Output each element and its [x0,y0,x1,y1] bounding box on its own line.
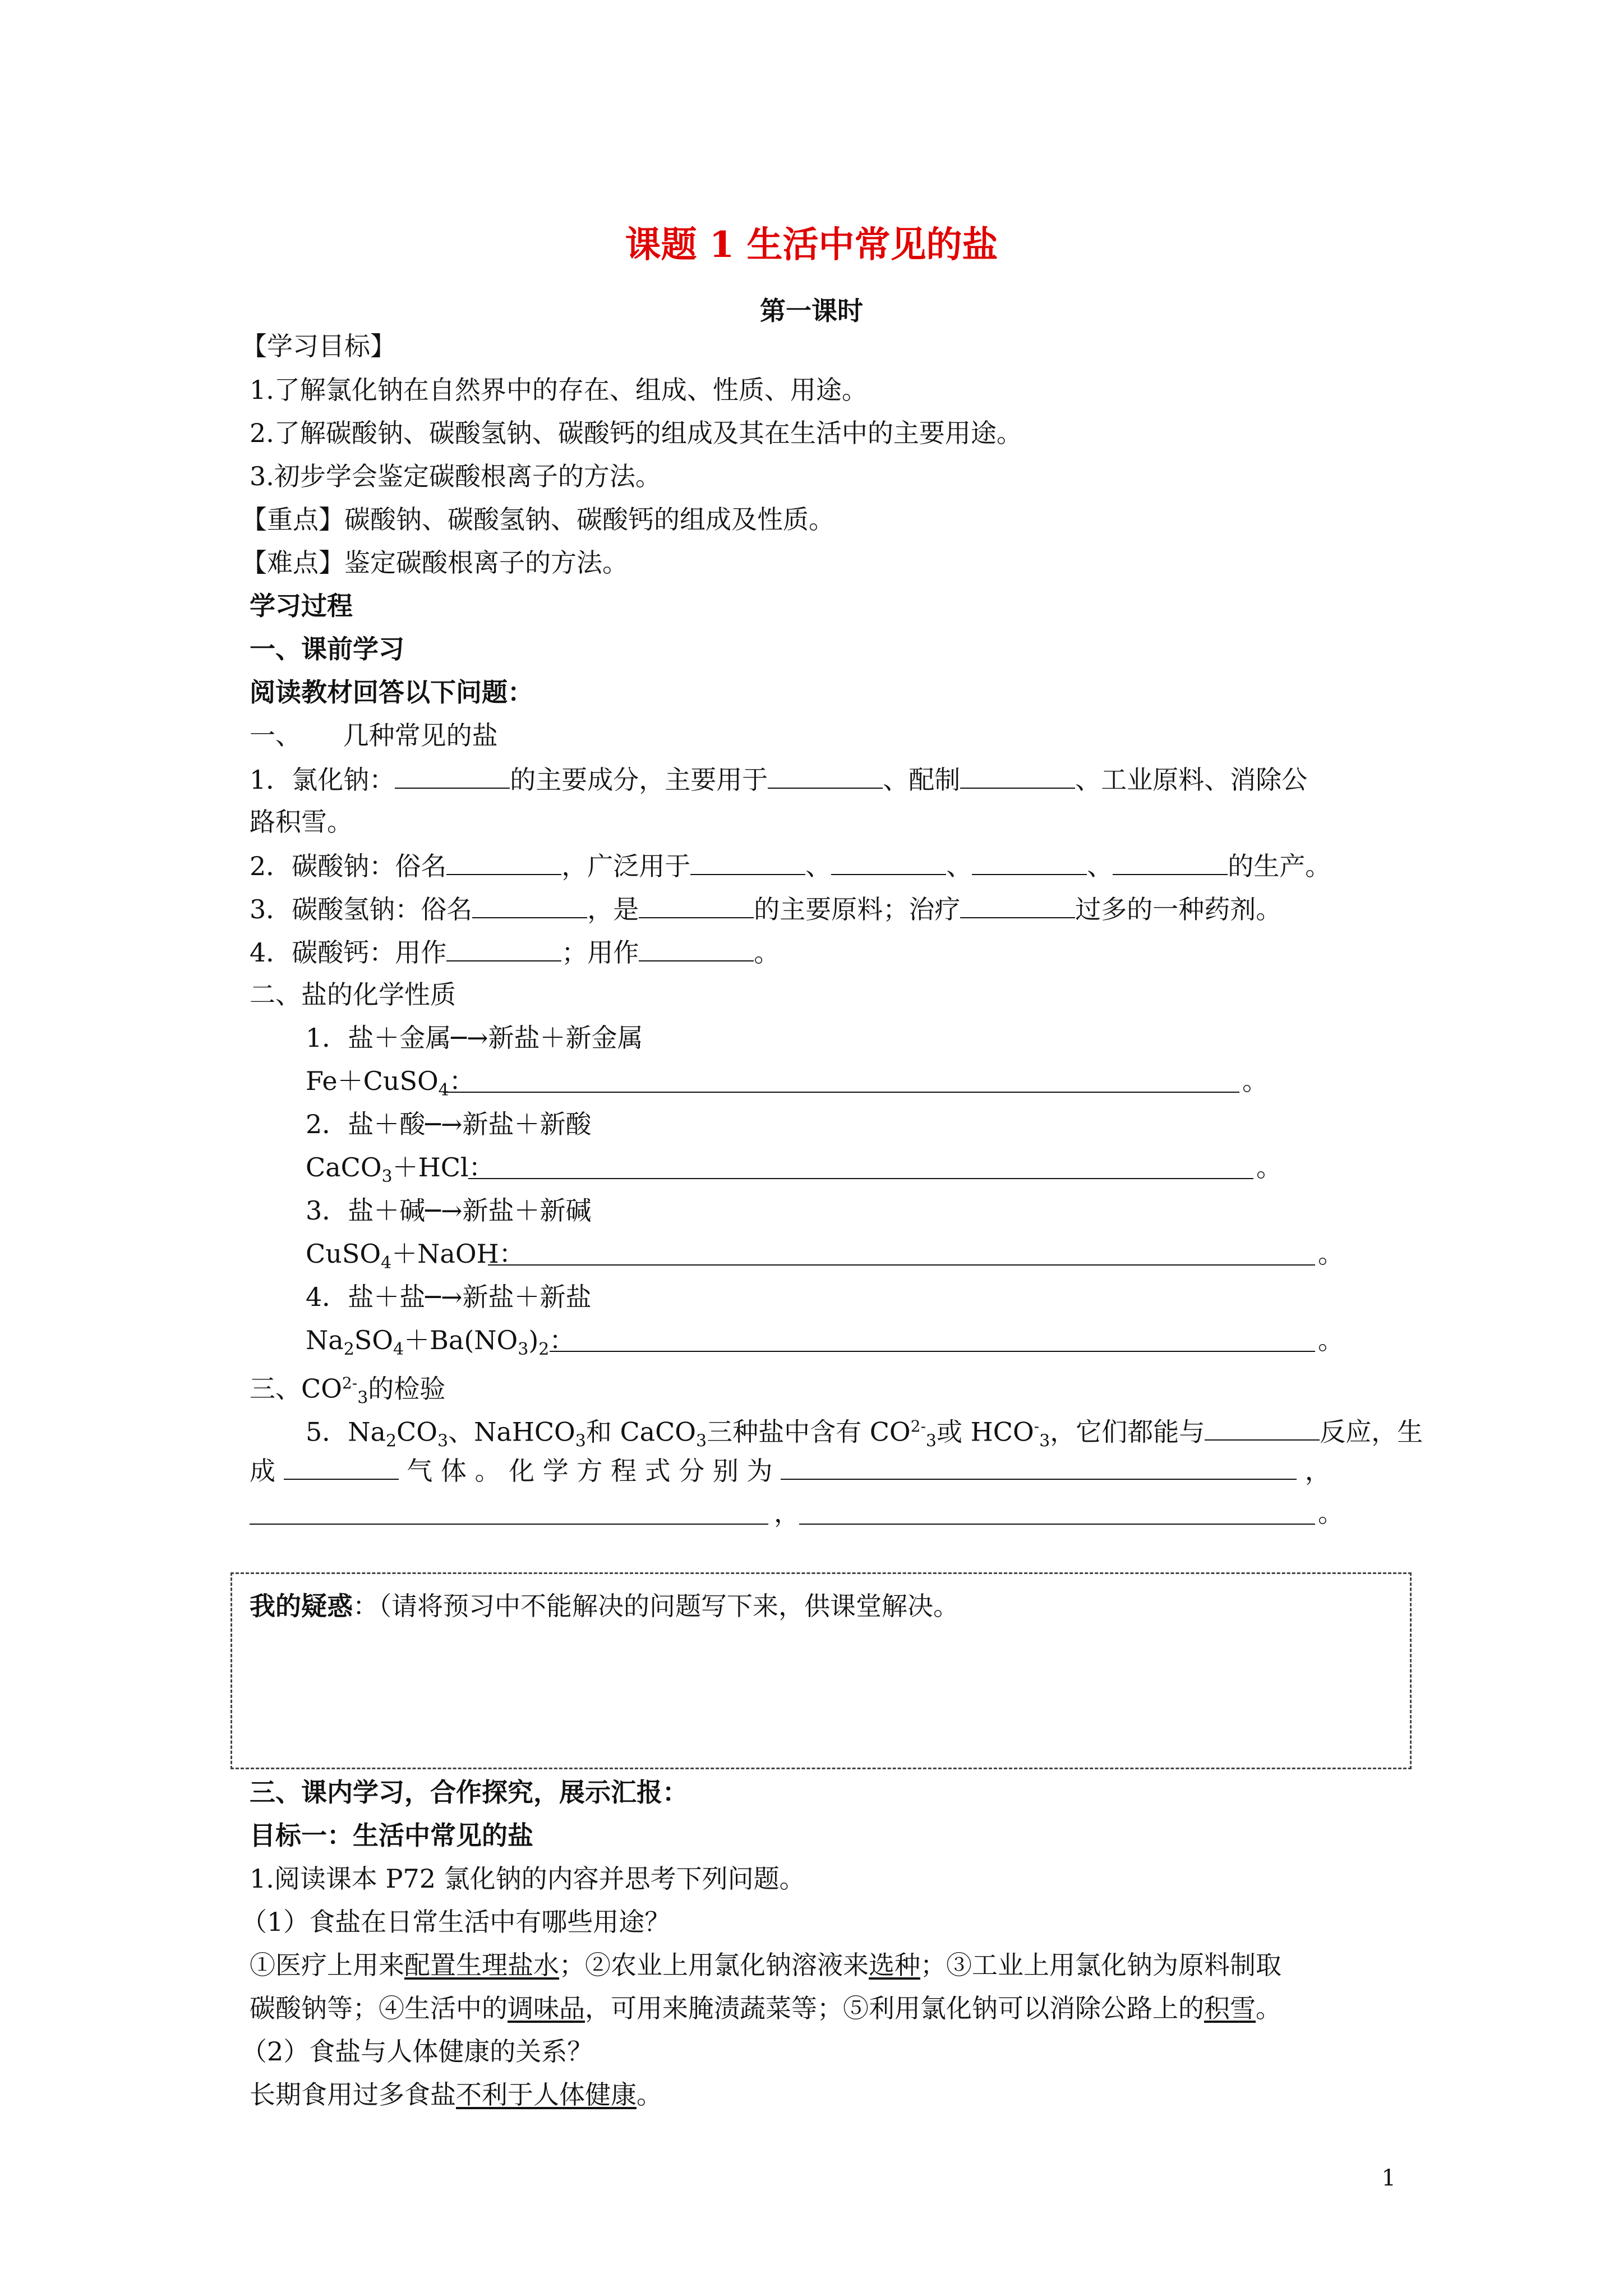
q2-text: 、 [946,851,972,881]
period: 。 [1242,1066,1268,1096]
q4-text: ；用作 [561,937,639,968]
objective-2: 2.了解碳酸钠、碳酸氢钠、碳酸钙的组成及其在生活中的主要用途。 [250,418,1022,448]
period: 。 [1318,1325,1344,1355]
process-heading: 学习过程 [250,591,353,621]
reaction-2-equation: CaCO$_3$＋HCl： [306,1152,495,1187]
objective-3: 3.初步学会鉴定碳酸根离子的方法。 [250,461,661,491]
doubt-label: 我的疑惑 [250,1591,353,1621]
difficulty-point: 【难点】鉴定碳酸根离子的方法。 [241,547,628,578]
question-4-line [250,935,780,969]
q5-text: 反应，生 [1320,1416,1423,1447]
question-5-line: 5．$Na_2CO_3$、NaHCO$_3$和 CaCO$_3$三种盐中含有 $CO^{2-}_3$或 $HCO^-_3$，它们都能与 反应，生 [306,1410,1423,1458]
answer-text: ，可用来腌渍蔬菜等；⑤利用氯化钠可以消除公路上的 [585,1993,1204,2023]
blank[interactable] [639,891,754,918]
q5-text: CO [396,1416,437,1447]
underlined-answer: 不利于人体健康 [456,2079,637,2110]
q1-text: 、配制 [883,765,961,795]
q4-text: 。 [754,937,780,968]
q1-text: 、工业原料、消除公 [1075,765,1308,795]
equation-text: CaCO [306,1152,382,1182]
q2-text: 、 [1087,851,1113,881]
answer-uses-line-1 [250,1948,1281,1982]
q3-text: ，是 [587,894,639,924]
section3-heading [250,1366,445,1415]
blank[interactable] [831,848,946,875]
answer-text: ①医疗上用来 [250,1950,404,1980]
answer-health [250,2078,662,2111]
answer-text: 碳酸钠等；④生活中的 [250,1993,508,2023]
question-1-line [250,762,1307,797]
blank[interactable] [960,891,1075,918]
reaction-1-equation: Fe＋CuSO$_4$： [306,1066,475,1101]
underlined-answer: 选种 [869,1950,920,1980]
answer-text: 。 [1256,1993,1281,2023]
q5-text: 三种盐中含有 CO [707,1416,911,1447]
answer-text: 长期食用过多食盐 [250,2079,456,2110]
answer-line[interactable] [550,1351,1315,1352]
blank[interactable] [690,848,805,875]
reaction-2-rule: 2．盐＋酸─→新盐＋新酸 [306,1109,592,1139]
period: 。 [1256,1152,1282,1182]
q5-text: 成 [250,1456,275,1486]
period: 。 [1318,1498,1344,1528]
answer-line[interactable] [799,1524,1315,1525]
underlined-answer: 调味品 [508,1993,585,2023]
q2-text: 的生产。 [1228,851,1331,881]
question-3-line [250,891,1281,926]
doubt-prompt [250,1589,959,1623]
question-uses: （1）食盐在日常生活中有哪些用途？ [241,1907,671,1937]
underlined-answer: 配置生理盐水 [404,1950,559,1980]
goal-1-heading: 目标一：生活中常见的盐 [250,1820,533,1851]
q5-text: 和 CaCO [585,1416,697,1447]
blank[interactable] [768,762,883,789]
q5-text: ，它们都能与 [1050,1416,1205,1447]
answer-text: ；③工业上用氯化钠为原料制取 [920,1950,1281,1980]
q1-text: 的主要成分，主要用于 [510,765,768,795]
blank[interactable] [972,848,1087,875]
q2-text: 2．碳酸钠：俗名 [250,851,447,881]
underlined-answer: 积雪 [1204,1993,1256,2023]
blank[interactable] [446,848,561,875]
blank[interactable] [960,762,1075,789]
answer-text: 。 [637,2079,662,2110]
q5-text: ， [1304,1456,1331,1486]
blank[interactable] [781,1453,1297,1480]
answer-line[interactable] [488,1264,1315,1266]
q5-text: 气 体 。 化 学 方 程 式 分 别 为 [407,1456,773,1486]
q3-text: 过多的一种药剂。 [1075,894,1282,924]
q1-text: 1．氯化钠： [250,765,395,795]
equation-text: Fe＋CuSO [306,1066,439,1096]
section4-heading: 三、课内学习，合作探究，展示汇报： [250,1777,688,1807]
reaction-4-rule: 4．盐＋盐─→新盐＋新盐 [306,1282,592,1312]
reaction-4-equation: $Na_2SO_4+Ba(NO_3)_2$： [306,1325,575,1360]
q3-text: 的主要原料；治疗 [754,894,961,924]
q2-text: ，广泛用于 [561,851,691,881]
reaction-3-equation: CuSO$_4$＋NaOH： [306,1239,525,1273]
answer-text: ；②农业上用氯化钠溶液来 [559,1950,869,1980]
equation-text: ＋NaOH： [391,1239,525,1269]
reading-task: 1.阅读课本 P72 氯化钠的内容并思考下列问题。 [250,1864,805,1894]
objectives-heading: 【学习目标】 [241,331,396,361]
q2-text: 、 [805,851,832,881]
q3-text: 3．碳酸氢钠：俗名 [250,894,473,924]
heading-text: 的检验 [368,1373,446,1404]
section1-heading: 一、课前学习 [250,634,404,664]
answer-line[interactable] [468,1178,1253,1179]
answer-line[interactable] [250,1524,768,1525]
comma: ， [774,1498,800,1528]
ion-subscript: 3 [357,1388,368,1408]
period: 。 [1318,1239,1344,1269]
answer-line[interactable] [443,1092,1239,1093]
reading-instruction: 阅读教材回答以下问题： [250,677,533,707]
doubt-text: ：（请将预习中不能解决的问题写下来，供课堂解决。 [353,1591,959,1621]
equation-text: CuSO [306,1239,381,1269]
blank[interactable] [472,891,587,918]
answer-uses-line-2 [250,1991,1281,2025]
blank[interactable] [1113,848,1228,875]
section2-heading: 二、盐的化学性质 [250,979,456,1010]
blank[interactable] [1205,1414,1320,1441]
question-health: （2）食盐与人体健康的关系？ [241,2036,593,2067]
question-1-continued: 路积雪。 [250,807,353,837]
equation-text: ： [449,1066,475,1096]
question-5-line-2 [250,1453,1331,1488]
reaction-3-rule: 3．盐＋碱─→新盐＋新碱 [306,1195,592,1226]
question-2-line [250,848,1331,883]
equation-text: ＋HCl： [392,1152,495,1182]
key-point: 【重点】碳酸钠、碳酸氢钠、碳酸钙的组成及性质。 [241,504,834,535]
reaction-1-rule: 1．盐＋金属─→新盐＋新金属 [306,1023,643,1053]
blank[interactable] [395,762,510,789]
equation-text: ： [549,1325,575,1355]
common-salts-heading: 一、 几种常见的盐 [250,720,498,751]
blank[interactable] [446,935,561,961]
objective-1: 1.了解氯化钠在自然界中的存在、组成、性质、用途。 [250,375,868,405]
blank[interactable] [639,935,754,961]
page-number: 1 [1381,2165,1396,2191]
heading-text: 三、CO [250,1373,342,1404]
charge-superscript: 2- [342,1374,358,1392]
equation-text: ＋Ba(NO [404,1325,518,1355]
q5-text: 5．Na [306,1416,386,1447]
q5-text: 、NaHCO [448,1416,575,1447]
blank[interactable] [284,1453,399,1480]
q4-text: 4．碳酸钙：用作 [250,937,447,968]
lesson-subtitle: 第一课时 [760,296,863,326]
page-title: 课题 1 生活中常见的盐 [625,224,998,266]
q5-text: 或 HCO [937,1416,1034,1447]
equation-text: Na [306,1325,344,1355]
